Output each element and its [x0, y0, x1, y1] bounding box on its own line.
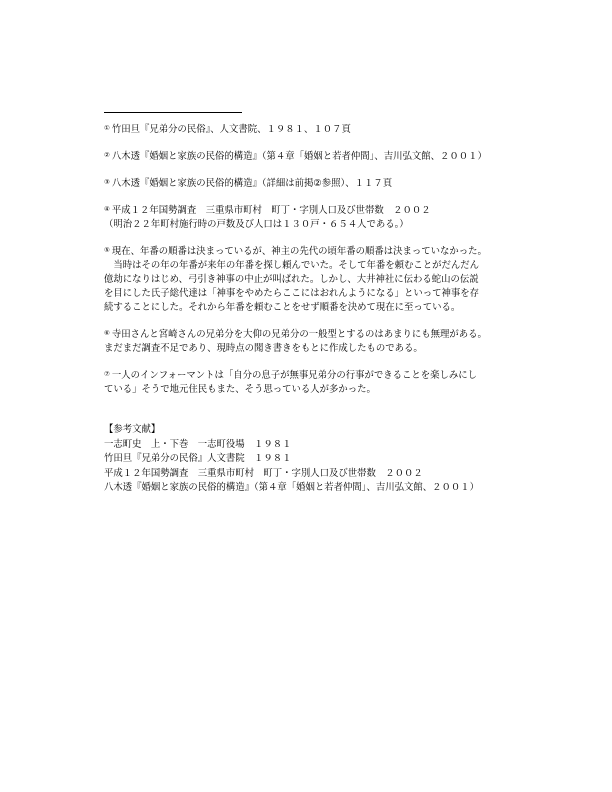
footnote-text: 一人のインフォーマントは「自分の息子が無事兄弟分の行事ができることを楽しみにし ている」そうで地元住民もまた、そう思っている人が多かった。 [104, 370, 477, 395]
footnote-text: 寺田さんと宮崎さんの兄弟分を大仰の兄弟分の一般型とするのはあまりにも無理がある。 まだまだ調査不足であり、現時点の聞き書きをもとに作成したものである。 [104, 329, 487, 354]
reference-item: 平成１２年国勢調査 三重県市町村 町丁・字別人口及び世帯数 ２００２ [104, 467, 423, 479]
footnote-3 [104, 175, 514, 191]
reference-item: 竹田旦『兄弟分の民俗』人文書院 １９８１ [104, 453, 292, 465]
footnote-text: 現在、年番の順番は決まっているが、神主の先代の頃年番の順番は決まっていなかった。 当時はその年の年番が来年の年番を探し頼んでいた。そして年番を頼むことがだんだん 億劫になりはじめ、弓引き神事の中止が叫ばれた。しかし、大井神社に伝わる蛇山の伝説 を目にした氏子総代達は「神事をやめたらここにはおれんようになる」といって神事を存 続することにした。それから年番を頼むことをせず順番を決めて現在に至っている。 [104, 246, 487, 313]
footnote-marker: ⑦ [104, 370, 110, 378]
footnote-1 [104, 121, 514, 137]
footnote-5 [104, 243, 514, 315]
reference-item: 八木透『婚姻と家族の民俗的構造』（第４章「婚姻と若者仲間」、吉川弘文館、２００１） [104, 482, 479, 494]
footnote-marker: ③ [104, 178, 110, 186]
footnote-marker: ⑥ [104, 329, 110, 337]
footnote-marker: ② [104, 151, 110, 159]
footnotes-page [104, 112, 514, 496]
footnote-2 [104, 148, 514, 164]
footnote-marker: ⑤ [104, 246, 110, 254]
footnote-text: 八木透『婚姻と家族の民俗的構造』（詳細は前掲②参照）、１１７頁 [111, 178, 393, 189]
footnote-7 [104, 367, 514, 397]
footnote-text: 八木透『婚姻と家族の民俗的構造』（第４章「婚姻と若者仲間」、吉川弘文館、２００１） [111, 151, 487, 162]
footnote-4 [104, 202, 514, 232]
references-section [104, 423, 514, 496]
footnote-text: 竹田旦『兄弟分の民俗』、人文書院、１９８１、１０７頁 [111, 124, 351, 135]
footnote-text: 平成１２年国勢調査 三重県市町村 町丁・字別人口及び世帯数 ２００２ （明治２２年町村施行時の戸数及び人口は１３０戸・６５４人である。） [104, 205, 431, 230]
footnote-separator-rule [104, 112, 242, 113]
footnote-6 [104, 326, 514, 356]
references-heading: 【参考文献】 [104, 424, 161, 435]
footnote-marker: ④ [104, 205, 110, 213]
footnote-marker: ① [104, 124, 110, 132]
reference-item: 一志町史 上・下巻 一志町役場 １９８１ [104, 438, 292, 450]
